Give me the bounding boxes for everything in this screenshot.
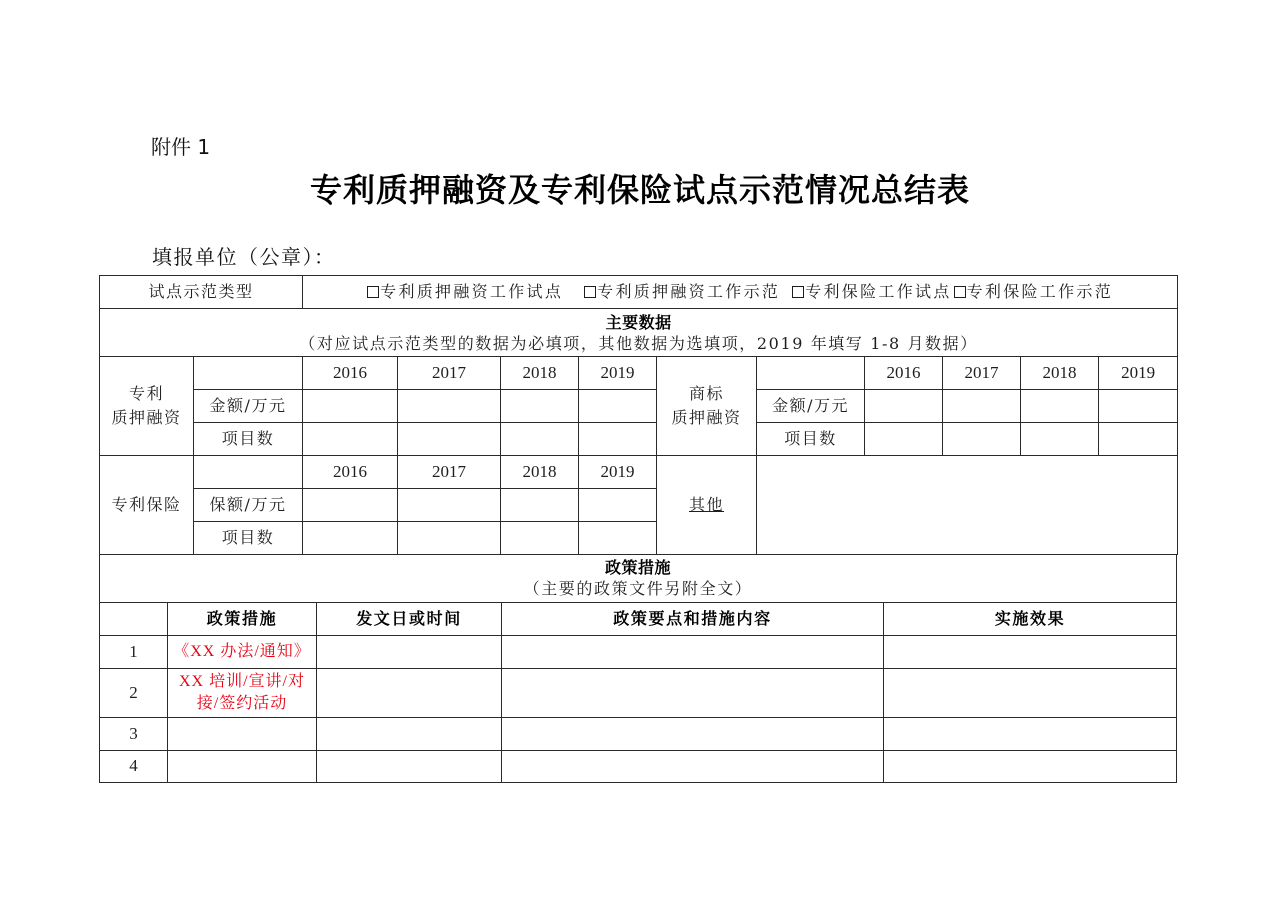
- type-options: [303, 276, 1177, 308]
- trademark-pledge-count-2018-cell: [1021, 423, 1099, 456]
- main-data-section-header: [100, 309, 1178, 357]
- patent-pledge-count-2016-cell: [303, 423, 398, 456]
- main-data-section-title: 主要数据: [605, 312, 672, 332]
- patent-insurance-amount-2019-cell: [579, 489, 657, 522]
- row-measure-cell: [168, 717, 317, 750]
- trademark-pledge-label: 商标 质押融资: [657, 357, 757, 456]
- patent-insurance-label: 专利保险: [100, 456, 194, 555]
- row-index: 3: [100, 717, 168, 750]
- type-option-patent-insurance-pilot: [792, 281, 951, 303]
- type-options-cell: [303, 276, 1178, 309]
- document-title: 专利质押融资及专利保险试点示范情况总结表: [309, 171, 970, 209]
- empty-checkbox-icon: [584, 286, 596, 298]
- type-option-label: 专利质押融资工作示范: [597, 282, 781, 301]
- policy-section-title: 政策措施: [605, 557, 672, 577]
- row-issue-date-cell: [317, 750, 502, 782]
- trademark-pledge-amount-2016-cell: [865, 390, 943, 423]
- row-key-points-cell: [502, 717, 884, 750]
- patent-insurance-amount-2018-cell: [501, 489, 579, 522]
- patent-insurance-header-blank: [194, 456, 303, 489]
- patent-insurance-year-2016: 2016: [303, 456, 398, 489]
- column-header-key-points: 政策要点和措施内容: [502, 602, 884, 635]
- type-option-patent-pledge-pilot: [367, 281, 563, 303]
- row-key-points-cell: [502, 635, 884, 668]
- type-option-label: 专利保险工作试点: [805, 282, 952, 301]
- row-effect-cell: [884, 668, 1177, 717]
- row-index: 4: [100, 750, 168, 782]
- patent-insurance-amount-2017-cell: [398, 489, 501, 522]
- patent-pledge-year-2016: 2016: [303, 357, 398, 390]
- patent-pledge-amount-2019-cell: [579, 390, 657, 423]
- patent-insurance-year-2019: 2019: [579, 456, 657, 489]
- row-issue-date-cell: [317, 668, 502, 717]
- column-header-effect: 实施效果: [884, 602, 1177, 635]
- type-option-patent-insurance-demo: [954, 281, 1113, 303]
- patent-pledge-year-2017: 2017: [398, 357, 501, 390]
- row-index: 1: [100, 635, 168, 668]
- patent-pledge-amount-label: 金额/万元: [194, 390, 303, 423]
- column-header-measure: 政策措施: [168, 602, 317, 635]
- empty-checkbox-icon: [792, 286, 804, 298]
- row-effect-cell: [884, 750, 1177, 782]
- patent-pledge-amount-2018-cell: [501, 390, 579, 423]
- patent-insurance-amount-label: 保额/万元: [194, 489, 303, 522]
- trademark-pledge-count-label: 项目数: [757, 423, 865, 456]
- empty-checkbox-icon: [954, 286, 966, 298]
- row-key-points-cell: [502, 750, 884, 782]
- trademark-pledge-year-2016: 2016: [865, 357, 943, 390]
- other-label: 其他: [657, 456, 757, 555]
- policy-table: [99, 554, 1177, 783]
- table-row: [100, 717, 1177, 750]
- patent-insurance-year-2018: 2018: [501, 456, 579, 489]
- patent-insurance-year-2017: 2017: [398, 456, 501, 489]
- attachment-label: 附件 1: [151, 135, 211, 159]
- row-effect-cell: [884, 635, 1177, 668]
- table-row: [100, 750, 1177, 782]
- type-option-label: 专利质押融资工作试点: [380, 282, 564, 301]
- row-issue-date-cell: [317, 635, 502, 668]
- row-measure: XX 培训/宣讲/对 接/签约活动: [168, 668, 317, 717]
- type-label-cell: 试点示范类型: [100, 276, 303, 309]
- patent-pledge-year-2019: 2019: [579, 357, 657, 390]
- row-index: 2: [100, 668, 168, 717]
- type-option-patent-pledge-demo: [584, 281, 780, 303]
- patent-pledge-count-2017-cell: [398, 423, 501, 456]
- table-row: [100, 635, 1177, 668]
- main-data-section-note: （对应试点示范类型的数据为必填项，其他数据为选填项，2019 年填写 1-8 月数据）: [299, 333, 978, 353]
- row-measure: 《XX 办法/通知》: [168, 635, 317, 668]
- other-content-cell: [757, 456, 1178, 555]
- empty-checkbox-icon: [367, 286, 379, 298]
- trademark-pledge-count-2019-cell: [1099, 423, 1178, 456]
- policy-section-header: [100, 554, 1177, 602]
- trademark-pledge-header-blank: [757, 357, 865, 390]
- policy-index-header-blank: [100, 602, 168, 635]
- type-option-label: 专利保险工作示范: [966, 282, 1113, 301]
- patent-pledge-amount-2016-cell: [303, 390, 398, 423]
- patent-pledge-year-2018: 2018: [501, 357, 579, 390]
- patent-pledge-count-2018-cell: [501, 423, 579, 456]
- patent-insurance-amount-2016-cell: [303, 489, 398, 522]
- table-row: [100, 668, 1177, 717]
- patent-insurance-count-2018-cell: [501, 522, 579, 555]
- patent-insurance-count-2019-cell: [579, 522, 657, 555]
- trademark-pledge-year-2017: 2017: [943, 357, 1021, 390]
- patent-pledge-count-2019-cell: [579, 423, 657, 456]
- trademark-pledge-amount-2019-cell: [1099, 390, 1178, 423]
- row-effect-cell: [884, 717, 1177, 750]
- trademark-pledge-year-2018: 2018: [1021, 357, 1099, 390]
- trademark-pledge-amount-2017-cell: [943, 390, 1021, 423]
- trademark-pledge-year-2019: 2019: [1099, 357, 1178, 390]
- row-key-points-cell: [502, 668, 884, 717]
- filing-unit-label: 填报单位（公章）：: [152, 245, 336, 269]
- patent-insurance-count-2016-cell: [303, 522, 398, 555]
- trademark-pledge-amount-label: 金额/万元: [757, 390, 865, 423]
- row-measure-cell: [168, 750, 317, 782]
- policy-section-note: （主要的政策文件另附全文）: [523, 578, 753, 598]
- main-data-table: [99, 275, 1178, 555]
- patent-pledge-header-blank: [194, 357, 303, 390]
- row-issue-date-cell: [317, 717, 502, 750]
- patent-pledge-amount-2017-cell: [398, 390, 501, 423]
- column-header-issue-date: 发文日或时间: [317, 602, 502, 635]
- trademark-pledge-count-2016-cell: [865, 423, 943, 456]
- patent-pledge-count-label: 项目数: [194, 423, 303, 456]
- patent-insurance-count-label: 项目数: [194, 522, 303, 555]
- trademark-pledge-count-2017-cell: [943, 423, 1021, 456]
- trademark-pledge-amount-2018-cell: [1021, 390, 1099, 423]
- patent-insurance-count-2017-cell: [398, 522, 501, 555]
- patent-pledge-label: 专利 质押融资: [100, 357, 194, 456]
